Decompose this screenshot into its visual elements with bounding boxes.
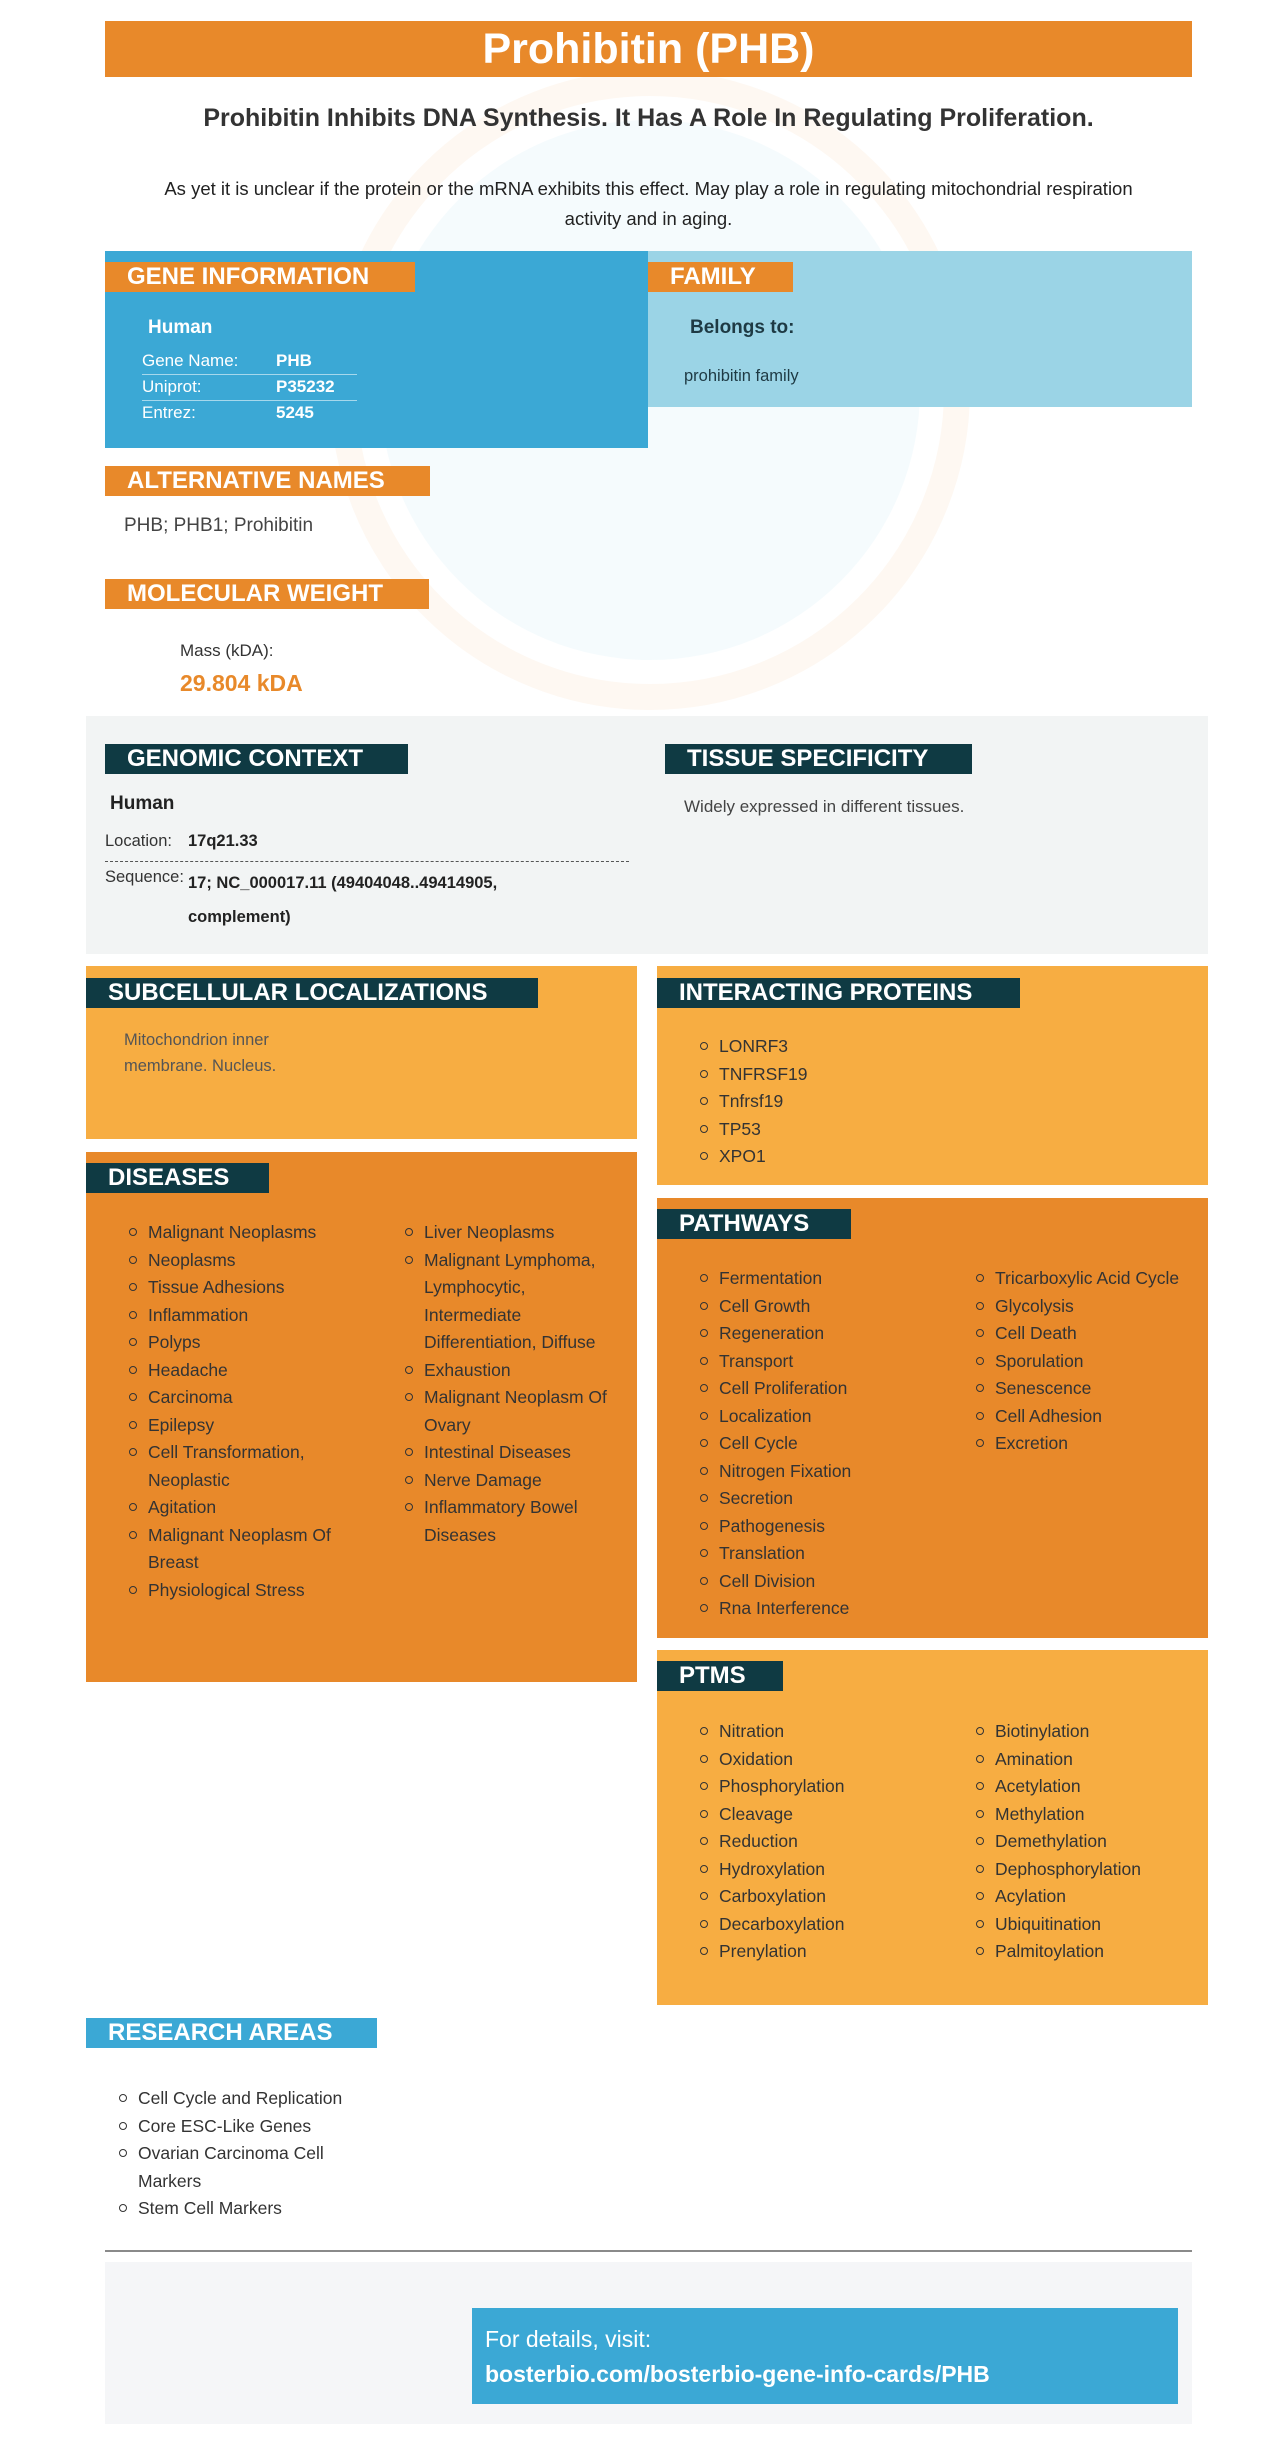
gene-row-value: PHB (276, 351, 312, 370)
interacting-proteins-list (700, 1033, 1180, 1171)
pathway-item: Senescence (976, 1375, 1204, 1403)
sequence-label: Sequence: (105, 868, 184, 886)
pathway-item: Cell Proliferation (700, 1375, 960, 1403)
genomic-divider (105, 861, 629, 862)
gene-row-value: P35232 (276, 377, 335, 396)
family-value: prohibitin family (684, 367, 799, 385)
pathway-item: Pathogenesis (700, 1513, 960, 1541)
gene-row-entrez (142, 400, 357, 426)
location-value: 17q21.33 (188, 832, 258, 850)
disease-item: Liver Neoplasms (405, 1219, 620, 1247)
location-label: Location: (105, 832, 172, 850)
disease-item: Inflammation (129, 1302, 357, 1330)
ptm-item: Oxidation (700, 1746, 960, 1774)
ptm-item: Prenylation (700, 1938, 960, 1966)
ptms-list-col1 (700, 1718, 960, 1966)
ptm-item: Biotinylation (976, 1718, 1204, 1746)
research-area-item: Cell Cycle and Replication (119, 2085, 359, 2113)
disease-item: Neoplasms (129, 1247, 357, 1275)
pathway-item: Tricarboxylic Acid Cycle (976, 1265, 1204, 1293)
diseases-list-col1 (129, 1219, 357, 1604)
pathway-item: Translation (700, 1540, 960, 1568)
details-intro-text: For details, visit: (485, 2326, 652, 2352)
interacting-protein-item: Tnfrsf19 (700, 1088, 1180, 1116)
ptms-list-col2 (976, 1718, 1204, 1966)
gene-row-value: 5245 (276, 403, 314, 422)
pathway-item: Localization (700, 1403, 960, 1431)
ptm-item: Hydroxylation (700, 1856, 960, 1884)
pathway-item: Sporulation (976, 1348, 1204, 1376)
pathway-item: Secretion (700, 1485, 960, 1513)
disease-item: Malignant Neoplasm Of Breast (129, 1522, 357, 1577)
pathway-item: Cell Cycle (700, 1430, 960, 1458)
disease-item: Inflammatory Bowel Diseases (405, 1494, 620, 1549)
details-link-box[interactable] (472, 2308, 1178, 2404)
pathway-item: Glycolysis (976, 1293, 1204, 1321)
ptm-item: Carboxylation (700, 1883, 960, 1911)
disease-item: Tissue Adhesions (129, 1274, 357, 1302)
ptm-item: Acetylation (976, 1773, 1204, 1801)
gene-row-key: Entrez: (142, 403, 196, 422)
molecular-weight-heading: MOLECULAR WEIGHT (105, 579, 429, 609)
research-area-item: Stem Cell Markers (119, 2195, 359, 2223)
genomic-context-heading: GENOMIC CONTEXT (105, 744, 408, 774)
alternative-names-heading: ALTERNATIVE NAMES (105, 466, 430, 496)
genomic-species: Human (110, 793, 175, 814)
disease-item: Epilepsy (129, 1412, 357, 1440)
research-areas-list (119, 2085, 359, 2223)
pathway-item: Transport (700, 1348, 960, 1376)
details-link[interactable]: bosterbio.com/bosterbio-gene-info-cards/PHB (485, 2361, 990, 2387)
ptms-heading: PTMS (657, 1661, 783, 1691)
gene-species: Human (148, 317, 213, 338)
ptm-item: Reduction (700, 1828, 960, 1856)
pathway-item: Cell Growth (700, 1293, 960, 1321)
diseases-heading: DISEASES (86, 1163, 269, 1193)
pathway-item: Excretion (976, 1430, 1204, 1458)
subcellular-value: Mitochondrion inner membrane. Nucleus. (124, 1031, 277, 1075)
research-area-item: Ovarian Carcinoma Cell Markers (119, 2140, 359, 2195)
pathway-item: Cell Adhesion (976, 1403, 1204, 1431)
ptm-item: Demethylation (976, 1828, 1204, 1856)
disease-item: Physiological Stress (129, 1577, 357, 1605)
ptm-item: Cleavage (700, 1801, 960, 1829)
tissue-specificity-value: Widely expressed in different tissues. (684, 797, 965, 816)
page-subtitle: Prohibitin Inhibits DNA Synthesis. It Has A Role In Regulating Proliferation. (203, 104, 1094, 132)
tissue-specificity-heading: TISSUE SPECIFICITY (665, 744, 972, 774)
subcellular-heading: SUBCELLULAR LOCALIZATIONS (86, 978, 538, 1008)
disease-item: Malignant Neoplasm Of Ovary (405, 1384, 620, 1439)
interacting-proteins-heading: INTERACTING PROTEINS (657, 978, 1020, 1008)
mass-label: Mass (kDA): (180, 641, 274, 660)
disease-item: Agitation (129, 1494, 357, 1522)
gene-row-name (142, 348, 357, 375)
ptm-item: Ubiquitination (976, 1911, 1204, 1939)
pathway-item: Nitrogen Fixation (700, 1458, 960, 1486)
gene-row-uniprot (142, 374, 357, 401)
pathway-item: Cell Division (700, 1568, 960, 1596)
gene-information-heading: GENE INFORMATION (105, 262, 415, 292)
research-areas-heading: RESEARCH AREAS (86, 2018, 377, 2048)
ptm-item: Dephosphorylation (976, 1856, 1204, 1884)
ptm-item: Methylation (976, 1801, 1204, 1829)
page-title: Prohibitin (PHB) (105, 21, 1192, 77)
mass-value: 29.804 kDA (180, 670, 303, 696)
disease-item: Carcinoma (129, 1384, 357, 1412)
disease-item: Headache (129, 1357, 357, 1385)
interacting-protein-item: TNFRSF19 (700, 1061, 1180, 1089)
ptm-item: Decarboxylation (700, 1911, 960, 1939)
research-area-item: Core ESC-Like Genes (119, 2113, 359, 2141)
pathways-list-col1 (700, 1265, 960, 1623)
pathways-heading: PATHWAYS (657, 1209, 851, 1239)
pathway-item: Rna Interference (700, 1595, 960, 1623)
disease-item: Malignant Lymphoma, Lymphocytic, Intermediate Differentiation, Diffuse (405, 1247, 620, 1357)
ptm-item: Palmitoylation (976, 1938, 1204, 1966)
pathway-item: Fermentation (700, 1265, 960, 1293)
footer-divider (105, 2250, 1192, 2252)
pathway-item: Cell Death (976, 1320, 1204, 1348)
disease-item: Malignant Neoplasms (129, 1219, 357, 1247)
sequence-value: 17; NC_000017.11 (49404048..49414905, complement) (188, 874, 498, 926)
disease-item: Exhaustion (405, 1357, 620, 1385)
gene-row-key: Uniprot: (142, 377, 202, 396)
family-belongs-label: Belongs to: (690, 317, 795, 338)
page-description: As yet it is unclear if the protein or the mRNA exhibits this effect. May play a role in regulating mitochondrial respiration activity and in aging. (164, 178, 1133, 229)
interacting-protein-item: TP53 (700, 1116, 1180, 1144)
diseases-list-col2 (405, 1219, 620, 1549)
pathway-item: Regeneration (700, 1320, 960, 1348)
ptm-item: Nitration (700, 1718, 960, 1746)
gene-row-key: Gene Name: (142, 351, 239, 370)
ptm-item: Acylation (976, 1883, 1204, 1911)
disease-item: Intestinal Diseases (405, 1439, 620, 1467)
interacting-protein-item: XPO1 (700, 1143, 1180, 1171)
disease-item: Cell Transformation, Neoplastic (129, 1439, 357, 1494)
interacting-protein-item: LONRF3 (700, 1033, 1180, 1061)
ptm-item: Amination (976, 1746, 1204, 1774)
disease-item: Polyps (129, 1329, 357, 1357)
disease-item: Nerve Damage (405, 1467, 620, 1495)
pathways-list-col2 (976, 1265, 1204, 1458)
ptm-item: Phosphorylation (700, 1773, 960, 1801)
alternative-names-value: PHB; PHB1; Prohibitin (124, 515, 314, 536)
family-heading: FAMILY (648, 262, 793, 292)
